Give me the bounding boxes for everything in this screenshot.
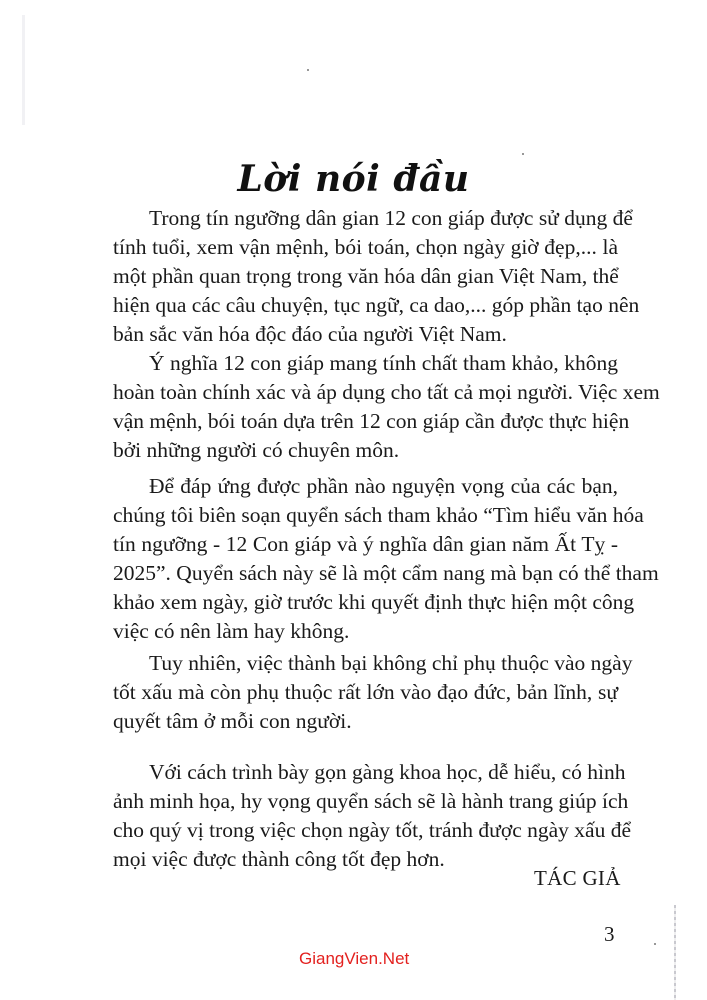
text-line: hiện qua các câu chuyện, tục ngữ, ca dao,... góp phần tạo nên — [113, 293, 640, 317]
text-line: chúng tôi biên soạn quyển sách tham khảo “Tìm hiểu văn hóa — [113, 503, 644, 527]
text-line: tính tuổi, xem vận mệnh, bói toán, chọn ngày giờ đẹp,... là — [113, 235, 618, 259]
text-line: cho quý vị trong việc chọn ngày tốt, tránh được ngày xấu để — [113, 818, 631, 842]
text-line: vận mệnh, bói toán dựa trên 12 con giáp cần được thực hiện — [113, 409, 630, 433]
author-signature: TÁC GIẢ — [534, 866, 621, 890]
text-line: tốt xấu mà còn phụ thuộc rất lớn vào đạo đức, bản lĩnh, sự — [113, 680, 618, 704]
text-line: Với cách trình bày gọn gàng khoa học, dễ hiểu, có hình — [149, 760, 626, 784]
text-line: tín ngưỡng - 12 Con giáp và ý nghĩa dân gian năm Ất Tỵ - — [113, 532, 618, 556]
text-line: Ý nghĩa 12 con giáp mang tính chất tham khảo, không — [149, 351, 618, 375]
text-line: việc có nên làm hay không. — [113, 619, 350, 643]
scan-edge-right — [674, 905, 676, 1000]
text-line: hoàn toàn chính xác và áp dụng cho tất cả mọi người. Việc xem — [113, 380, 660, 404]
paragraph-intro — [113, 204, 640, 349]
text-line: Tuy nhiên, việc thành bại không chỉ phụ thuộc vào ngày — [149, 651, 633, 675]
text-line: 2025”. Quyển sách này sẽ là một cẩm nang mà bạn có thể tham — [113, 561, 659, 585]
text-line: một phần quan trọng trong văn hóa dân gian Việt Nam, thể — [113, 264, 619, 288]
text-line: bởi những người có chuyên môn. — [113, 438, 400, 462]
text-line: quyết tâm ở mỗi con người. — [113, 709, 352, 733]
text-line: khảo xem ngày, giờ trước khi quyết định thực hiện một công — [113, 590, 635, 614]
page-number: 3 — [604, 922, 615, 946]
scan-speck — [307, 69, 309, 71]
paragraph-success — [113, 649, 633, 736]
scan-edge-left — [22, 15, 25, 125]
text-line: Trong tín ngưỡng dân gian 12 con giáp được sử dụng để — [149, 206, 633, 230]
text-line: bản sắc văn hóa độc đáo của người Việt Nam. — [113, 322, 507, 346]
paragraph-meaning — [113, 349, 660, 465]
scan-speck — [654, 943, 656, 945]
text-line: ảnh minh họa, hy vọng quyển sách sẽ là hành trang giúp ích — [113, 789, 629, 813]
scan-speck — [522, 153, 524, 155]
watermark-text: GiangVien.Net — [299, 949, 410, 968]
text-line: Để đáp ứng được phần nào nguyện vọng của các bạn, — [149, 474, 618, 498]
text-line: mọi việc được thành công tốt đẹp hơn. — [113, 847, 445, 871]
paragraph-book-purpose — [113, 472, 659, 646]
page-title: Lời nói đầu — [237, 158, 470, 201]
paragraph-closing — [113, 758, 631, 874]
